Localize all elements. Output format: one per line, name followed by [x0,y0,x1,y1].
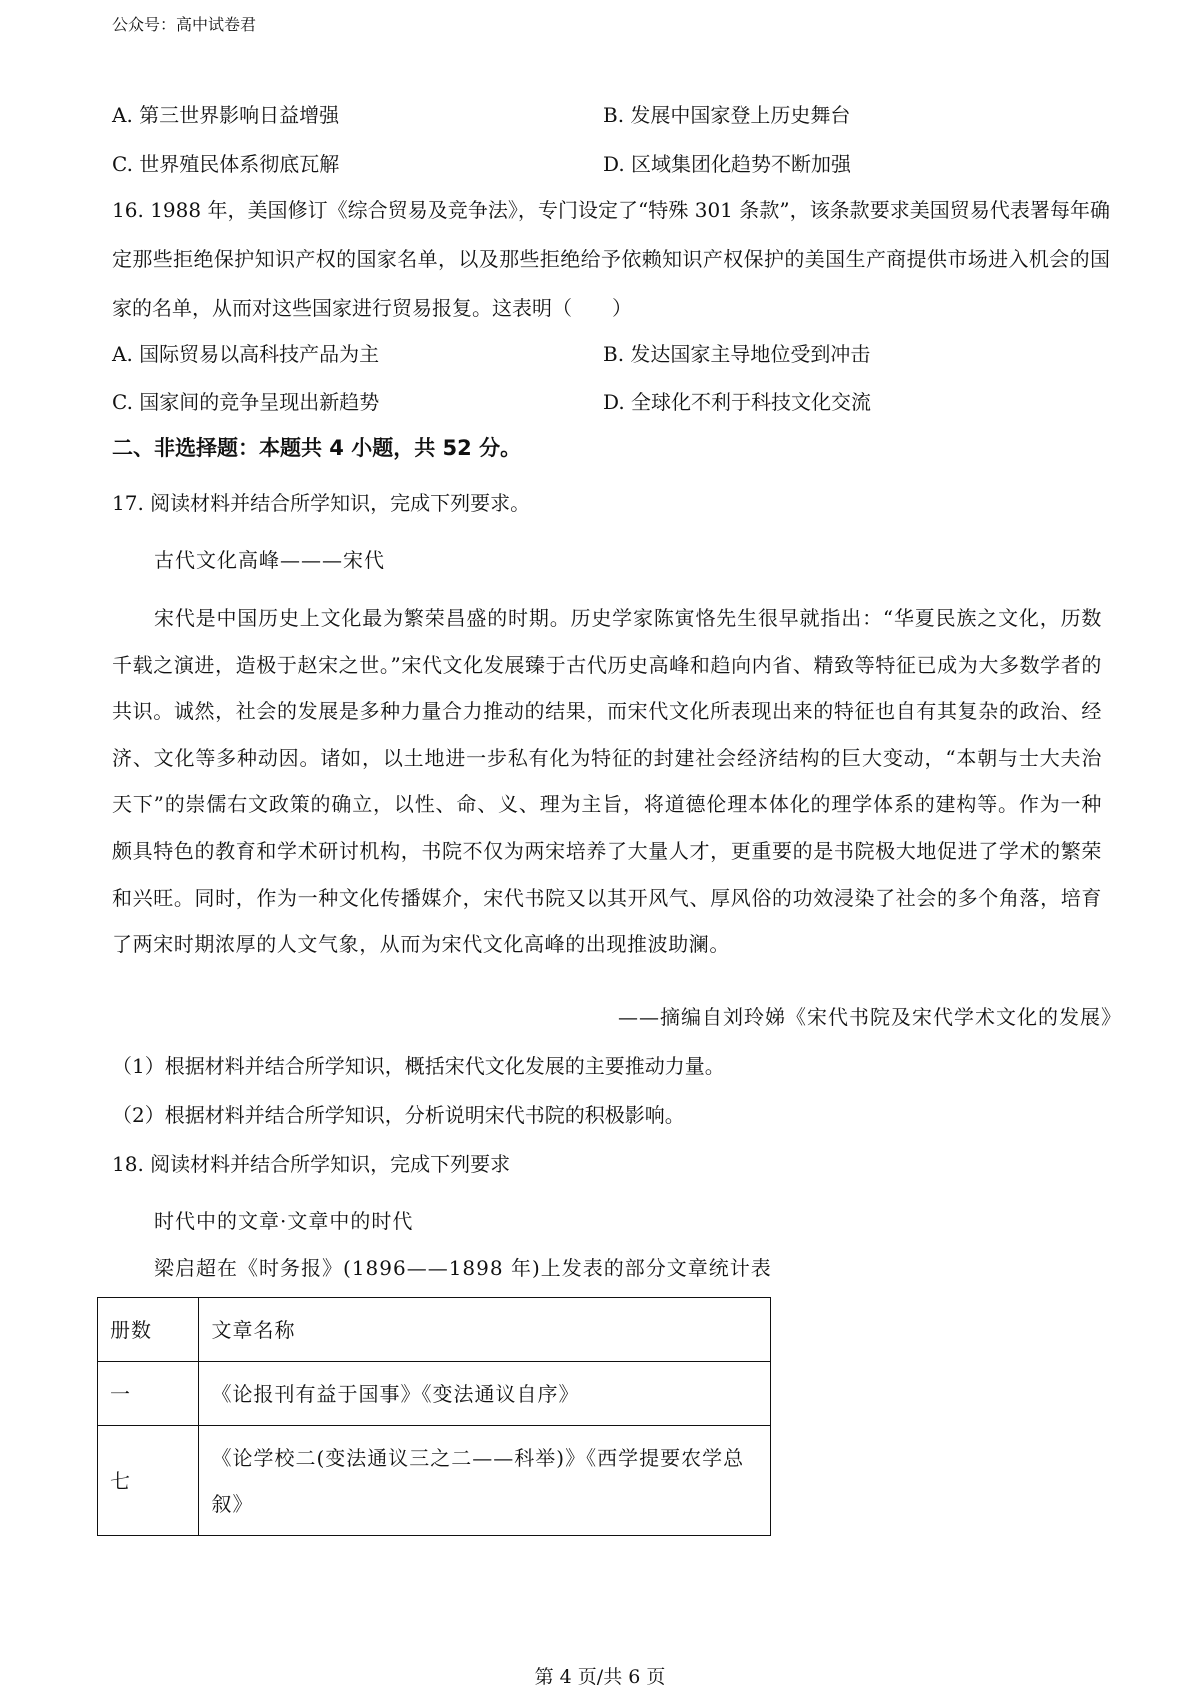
q16-option-b: B. 发达国家主导地位受到冲击 [603,342,871,366]
table-cell: 《论学校二(变法通议三之二——科举)》《西学提要农学总叙》 [199,1426,771,1536]
page-footer: 第 4 页/共 6 页 [534,1666,666,1688]
q18-stem: 18. 阅读材料并结合所学知识，完成下列要求 [112,1152,511,1176]
q16-stem: 16. 1988 年，美国修订《综合贸易及竞争法》，专门设定了“特殊 301 条款”，该条款要求美国贸易代表署每年确定那些拒绝保护知识产权的国家名单，以及那些拒绝给予依赖知识产权保护的美国生产商提供市场进入机会的国家的名单，从而对这些国家进行贸易报复。这表明（ ） [112,198,1110,320]
q16-option-c: C. 国家间的竞争呈现出新趋势 [112,390,380,414]
q17-subquestion-1: （1）根据材料并结合所学知识，概括宋代文化发展的主要推动力量。 [112,1054,725,1078]
table-header-cell: 册数 [98,1298,199,1362]
table-cell: 《论报刊有益于国事》《变法通议自序》 [199,1362,771,1426]
table-cell: 一 [98,1362,199,1426]
table-header-row [98,1298,771,1362]
q17-subquestion-2: （2）根据材料并结合所学知识，分析说明宋代书院的积极影响。 [112,1103,685,1127]
q17-source: ——摘编自刘玲娣《宋代书院及宋代学术文化的发展》 [618,1005,1122,1029]
q16-option-a: A. 国际贸易以高科技产品为主 [112,342,380,366]
q17-stem: 17. 阅读材料并结合所学知识，完成下列要求。 [112,491,531,515]
table-header-cell: 文章名称 [199,1298,771,1362]
q15-option-b: B. 发展中国家登上历史舞台 [603,103,851,127]
q16-option-d: D. 全球化不利于科技文化交流 [603,390,872,414]
table-cell: 七 [98,1426,199,1536]
q15-option-a: A. 第三世界影响日益增强 [112,103,340,127]
q18-material-title: 时代中的文章·文章中的时代 [154,1209,414,1233]
q17-material-title: 古代文化高峰———宋代 [154,548,385,572]
q15-option-c: C. 世界殖民体系彻底瓦解 [112,152,340,176]
q18-stats-table [97,1297,771,1536]
section-heading: 二、非选择题：本题共 4 小题，共 52 分。 [112,436,522,460]
table-row [98,1362,771,1426]
q17-material-body: 宋代是中国历史上文化最为繁荣昌盛的时期。历史学家陈寅恪先生很早就指出：“华夏民族之文化，历数千载之演进，造极于赵宋之世。”宋代文化发展臻于古代历史高峰和趋向内省、精致等特征已成为大多数学者的共识。诚然，社会的发展是多种力量合力推动的结果，而宋代文化所表现出来的特征也自有其复杂的政治、经济、文化等多种动因。诸如，以土地进一步私有化为特征的封建社会经济结构的巨大变动，“本朝与士大夫治天下”的崇儒右文政策的确立，以性、命、义、理为主旨，将道德伦理本体化的理学体系的建构等。作为一种颇具特色的教育和学术研讨机构，书院不仅为两宋培养了大量人才，更重要的是书院极大地促进了学术的繁荣和兴旺。同时，作为一种文化传播媒介，宋代书院又以其开风气、厚风俗的功效浸染了社会的多个角落，培育了两宋时期浓厚的人文气象，从而为宋代文化高峰的出现推波助澜。 [112,606,1102,957]
q15-option-d: D. 区域集团化趋势不断加强 [603,152,852,176]
table-row [98,1426,771,1536]
q18-table-caption: 梁启超在《时务报》(1896——1898 年)上发表的部分文章统计表 [154,1256,772,1280]
header-source: 公众号：高中试卷君 [112,15,257,34]
